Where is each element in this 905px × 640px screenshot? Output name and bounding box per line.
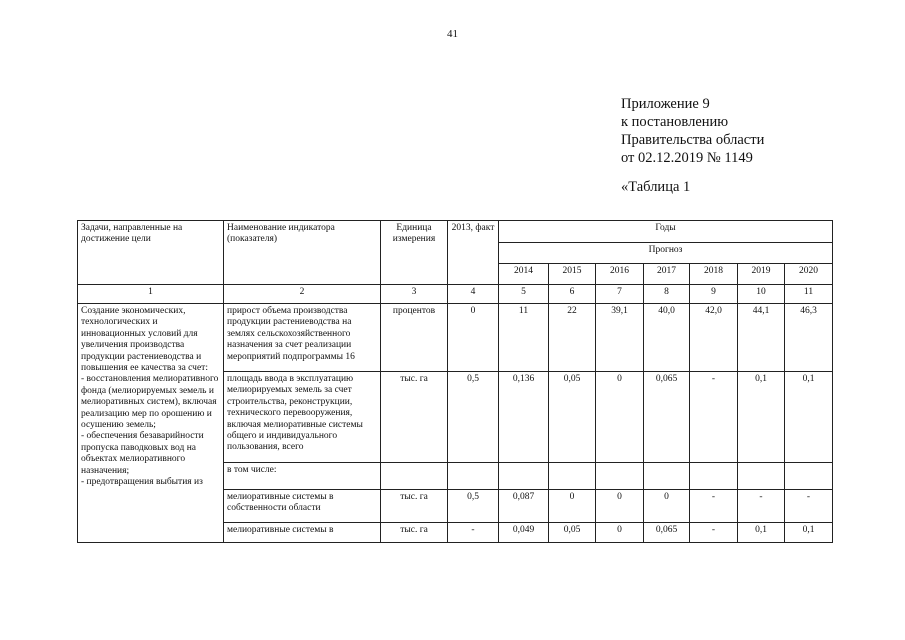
value-cell: 0 (596, 372, 644, 463)
value-cell: 0,05 (549, 523, 596, 543)
unit-cell (381, 463, 448, 490)
unit-cell: процентов (381, 304, 448, 372)
value-cell: 0,1 (738, 523, 785, 543)
value-cell: 0 (596, 490, 644, 523)
value-cell: 0,087 (499, 490, 549, 523)
value-cell: - (690, 372, 738, 463)
page-number: 41 (447, 28, 458, 40)
appendix-line: к постановлению (621, 114, 729, 130)
unit-cell: тыс. га (381, 372, 448, 463)
value-cell: 0,05 (549, 372, 596, 463)
value-cell (549, 463, 596, 490)
column-number: 9 (690, 285, 738, 304)
indicator-name: мелиоративные системы в собственности области (224, 490, 381, 523)
value-cell: 0 (549, 490, 596, 523)
header-years: Годы (499, 221, 833, 243)
value-cell: 42,0 (690, 304, 738, 372)
header-year: 2014 (499, 264, 549, 285)
appendix-line: от 02.12.2019 № 1149 (621, 150, 753, 166)
header-unit: Единица измерения (381, 221, 448, 285)
column-number: 1 (78, 285, 224, 304)
value-cell: 0,065 (644, 372, 690, 463)
unit-cell: тыс. га (381, 523, 448, 543)
fact-cell: 0 (448, 304, 499, 372)
indicator-name: площадь ввода в эксплуатацию мелиорируемых земель за счет строительства, реконструкции, технического перевооружения, включая мелиоративные системы общего и индивидуального пользования, всего (224, 372, 381, 463)
value-cell: 0,065 (644, 523, 690, 543)
header-year: 2015 (549, 264, 596, 285)
header-forecast: Прогноз (499, 243, 833, 264)
value-cell: 0,1 (785, 523, 833, 543)
value-cell: - (738, 490, 785, 523)
header-year: 2019 (738, 264, 785, 285)
indicator-name: в том числе: (224, 463, 381, 490)
value-cell: - (690, 490, 738, 523)
value-cell (596, 463, 644, 490)
value-cell: 11 (499, 304, 549, 372)
appendix-line: Правительства области (621, 132, 765, 148)
column-number: 6 (549, 285, 596, 304)
value-cell: 40,0 (644, 304, 690, 372)
header-year: 2020 (785, 264, 833, 285)
column-number: 4 (448, 285, 499, 304)
appendix-block (621, 95, 764, 167)
table-label: «Таблица 1 (621, 179, 691, 195)
value-cell: 0,1 (785, 372, 833, 463)
indicators-table (77, 220, 833, 543)
header-tasks: Задачи, направленные на достижение цели (78, 221, 224, 285)
value-cell: 0 (596, 523, 644, 543)
table-row (78, 304, 833, 372)
column-number: 7 (596, 285, 644, 304)
column-number: 5 (499, 285, 549, 304)
header-year: 2016 (596, 264, 644, 285)
unit-cell: тыс. га (381, 490, 448, 523)
fact-cell: 0,5 (448, 490, 499, 523)
header-year: 2017 (644, 264, 690, 285)
value-cell: 0 (644, 490, 690, 523)
value-cell: 0,1 (738, 372, 785, 463)
column-number: 3 (381, 285, 448, 304)
appendix-line: Приложение 9 (621, 96, 710, 112)
value-cell: - (690, 523, 738, 543)
value-cell (690, 463, 738, 490)
value-cell: 39,1 (596, 304, 644, 372)
value-cell (785, 463, 833, 490)
header-fact: 2013, факт (448, 221, 499, 285)
value-cell: 44,1 (738, 304, 785, 372)
value-cell (738, 463, 785, 490)
column-number: 8 (644, 285, 690, 304)
value-cell: 22 (549, 304, 596, 372)
column-number: 10 (738, 285, 785, 304)
fact-cell (448, 463, 499, 490)
task-description: Создание экономических, технологических и инновационных условий для увеличения производства продукции растениеводства и повышения ее качества за счет: - восстановления мелиоративного фонда (мелиорируемых земель и мелиоративных систем), включая реализацию мер по орошению и осушению земель; - обеспечения безаварийности пропуска паводковых вод на объектах мелиоративного назначения; - предотвращения выбытия из (78, 304, 224, 543)
value-cell: 0,049 (499, 523, 549, 543)
value-cell: - (785, 490, 833, 523)
indicator-name: прирост объема производства продукции растениеводства на землях сельскохозяйственного назначения за счет реализации мероприятий подпрограммы 16 (224, 304, 381, 372)
value-cell (644, 463, 690, 490)
value-cell (499, 463, 549, 490)
indicator-name: мелиоративные системы в (224, 523, 381, 543)
column-number: 11 (785, 285, 833, 304)
fact-cell: - (448, 523, 499, 543)
header-indicator: Наименование индикатора (показателя) (224, 221, 381, 285)
value-cell: 0,136 (499, 372, 549, 463)
column-number: 2 (224, 285, 381, 304)
value-cell: 46,3 (785, 304, 833, 372)
header-year: 2018 (690, 264, 738, 285)
fact-cell: 0,5 (448, 372, 499, 463)
